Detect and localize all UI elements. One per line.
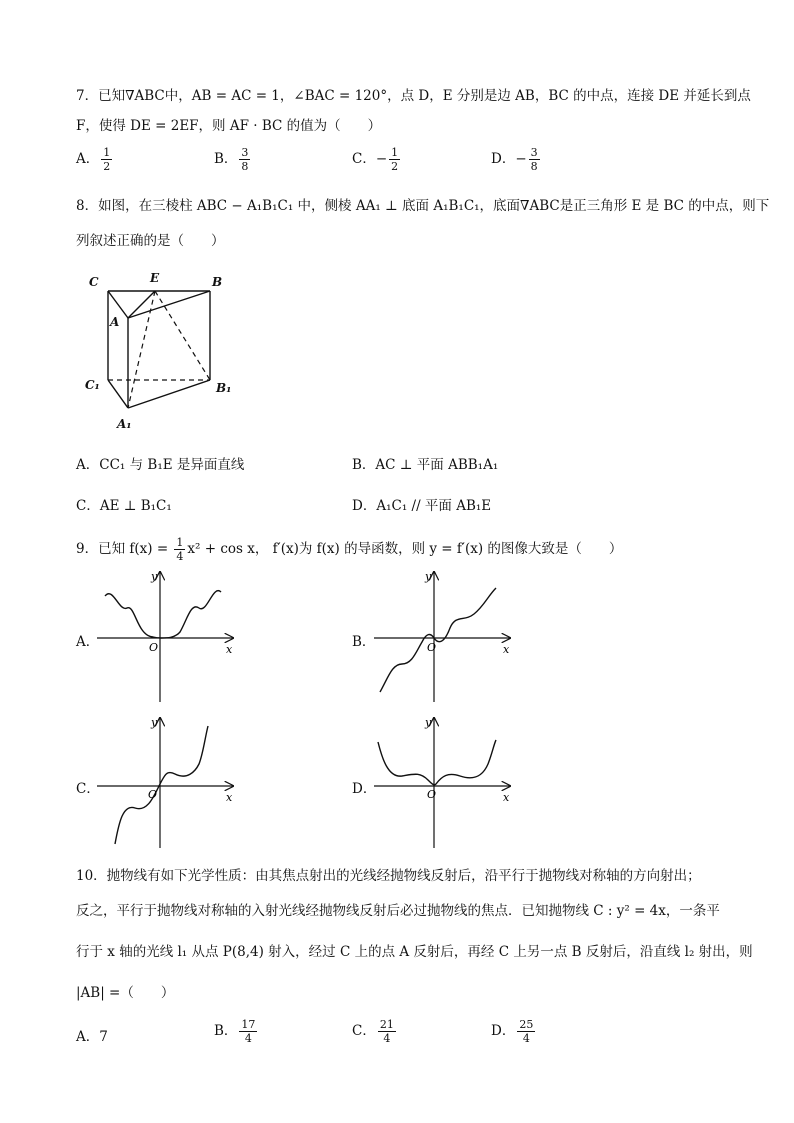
- q10-option-a[interactable]: A．7: [76, 1029, 108, 1045]
- prism-label-b: B: [212, 275, 223, 289]
- q10-line1: 10．抛物线有如下光学性质：由其焦点射出的光线经抛物线反射后，沿平行于抛物线对称轴的方向射出；: [76, 868, 701, 884]
- graph-d[interactable]: [372, 714, 517, 852]
- svg-text:O: O: [427, 641, 437, 654]
- prism-label-c1: C₁: [85, 378, 100, 392]
- q10-option-b[interactable]: B． $\frac{17}{4}$: [214, 1018, 256, 1045]
- q8-line2: 列叙述正确的是（ ）: [76, 233, 225, 249]
- q8-line1: 8．如图，在三棱柱 ABC − A₁B₁C₁ 中，侧棱 AA₁ ⊥ 底面 A₁B₁C₁，底面∇ABC是正三角形 E 是 BC 的中点，则下: [76, 198, 770, 214]
- q8-option-b[interactable]: B．AC ⊥ 平面 ABB₁A₁: [352, 457, 499, 473]
- q7-option-b[interactable]: B． $\frac{3}{8}$: [214, 146, 249, 173]
- q10-line4: |AB| =（ ）: [76, 985, 175, 1001]
- prism-label-c: C: [89, 275, 99, 289]
- svg-text:x: x: [503, 791, 510, 804]
- svg-text:O: O: [427, 788, 437, 801]
- svg-text:y: y: [425, 716, 432, 729]
- q8-option-c[interactable]: C．AE ⊥ B₁C₁: [76, 498, 172, 514]
- q7-option-d[interactable]: D．− $\frac{3}{8}$: [491, 146, 538, 173]
- q9-line1: 9．已知 f(x) = $\frac{1}{4}$ x² + cos x， f′(x)为 f(x) 的导函数，则 y = f′(x) 的图像大致是（ ）: [76, 536, 623, 563]
- q8-option-a[interactable]: A．CC₁ 与 B₁E 是异面直线: [76, 457, 245, 473]
- q7-line2: F，使得 DE = 2EF，则 AF · BC 的值为（ ）: [76, 118, 382, 134]
- curve-d: [378, 740, 496, 785]
- svg-text:O: O: [149, 641, 159, 654]
- prism-label-a: A: [110, 315, 120, 329]
- prism-figure: [80, 268, 250, 433]
- prism-label-a1: A₁: [117, 417, 132, 431]
- q10-option-c[interactable]: C． $\frac{21}{4}$: [352, 1018, 394, 1045]
- curve-a: [105, 591, 221, 638]
- q9-option-a[interactable]: A．: [76, 634, 100, 650]
- graph-c[interactable]: [95, 714, 240, 852]
- svg-text:x: x: [226, 643, 233, 656]
- prism-label-b1: B₁: [216, 381, 232, 395]
- q7-option-c[interactable]: C．− $\frac{1}{2}$: [352, 146, 399, 173]
- q10-option-d[interactable]: D． $\frac{25}{4}$: [491, 1018, 534, 1045]
- q10-line2: 反之，平行于抛物线对称轴的入射光线经抛物线反射后必过抛物线的焦点．已知抛物线 C : y² = 4x，一条平: [76, 903, 720, 919]
- curve-c: [115, 726, 208, 844]
- graph-a[interactable]: [95, 568, 240, 706]
- svg-text:O: O: [148, 788, 158, 801]
- svg-text:y: y: [151, 716, 158, 729]
- q10-line3: 行于 x 轴的光线 l₁ 从点 P(8,4) 射入，经过 C 上的点 A 反射后，再经 C 上另一点 B 反射后，沿直线 l₂ 射出，则: [76, 944, 753, 960]
- svg-text:x: x: [226, 791, 233, 804]
- curve-b: [380, 588, 496, 692]
- q7-option-a[interactable]: A． $\frac{1}{2}$: [76, 146, 111, 173]
- svg-text:y: y: [151, 570, 158, 583]
- svg-text:x: x: [503, 643, 510, 656]
- q9-option-b[interactable]: B．: [352, 634, 376, 650]
- q7-line1: 7．已知∇ABC中，AB = AC = 1，∠BAC = 120°，点 D，E 分别是边 AB，BC 的中点，连接 DE 并延长到点: [76, 88, 751, 104]
- graph-b[interactable]: [372, 568, 517, 706]
- q8-option-d[interactable]: D．A₁C₁ // 平面 AB₁E: [352, 498, 492, 514]
- svg-text:y: y: [425, 570, 432, 583]
- q9-option-d[interactable]: D．: [352, 781, 377, 797]
- q9-option-c[interactable]: C．: [76, 781, 100, 797]
- prism-label-e: E: [150, 271, 160, 285]
